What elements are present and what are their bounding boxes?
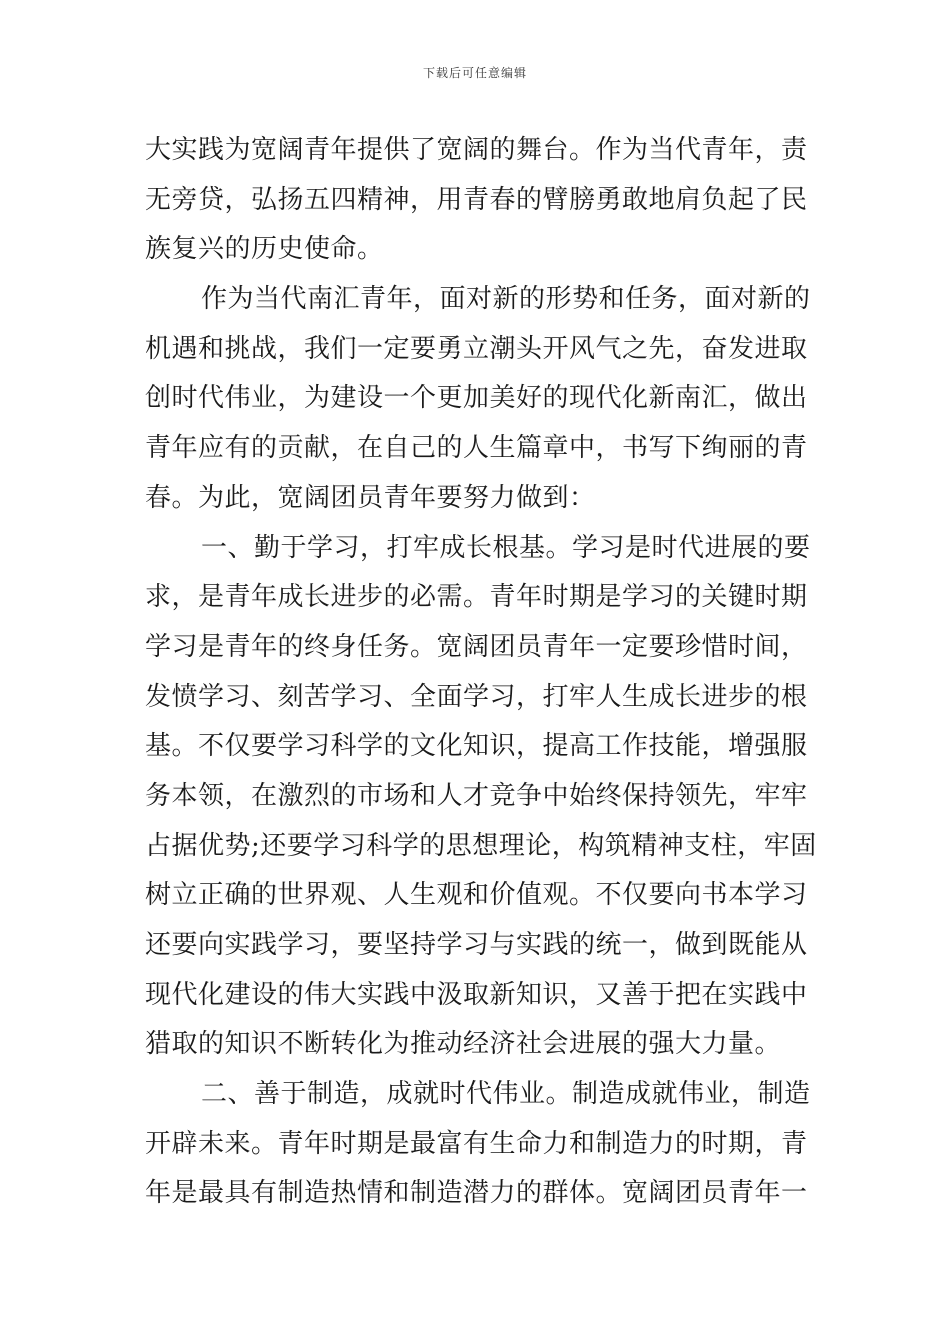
text-line: 青年应有的贡献，在自己的人生篇章中，书写下绚丽的青: [145, 433, 808, 464]
text-line: 年是最具有制造热情和制造潜力的群体。宽阔团员青年一: [145, 1178, 808, 1209]
paragraph-4: [145, 1070, 811, 1219]
text-line: 还要向实践学习，要坚持学习与实践的统一，做到既能从: [145, 930, 808, 960]
text-line: 发愤学习、刻苦学习、全面学习，打牢人生成长进步的根: [145, 681, 808, 712]
text-line: 求，是青年成长进步的必需。青年时期是学习的关键时期: [145, 582, 808, 613]
text-line: 作为当代南汇青年，面对新的形势和任务，面对新的: [201, 284, 811, 315]
text-line: 大实践为宽阔青年提供了宽阔的舞台。作为当代青年，责: [145, 135, 808, 165]
text-line: 无旁贷，弘扬五四精神，用青春的臂膀勇敢地肩负起了民: [145, 184, 808, 215]
text-line: 占据优势;还要学习科学的思想理论，构筑精神支柱，牢固: [145, 830, 817, 861]
text-line: 一、勤于学习，打牢成长根基。学习是时代进展的要: [201, 532, 811, 563]
text-line: 树立正确的世界观、人生观和价值观。不仅要向书本学习: [145, 880, 808, 911]
text-line: 机遇和挑战，我们一定要勇立潮头开风气之先，奋发进取: [145, 333, 808, 364]
text-line: 现代化建设的伟大实践中汲取新知识，又善于把在实践中: [145, 979, 808, 1010]
text-line: 春。为此，宽阔团员青年要努力做到：: [145, 482, 596, 513]
paragraph-3: [145, 524, 817, 1071]
text-line: 学习是青年的终身任务。宽阔团员青年一定要珍惜时间，: [145, 631, 808, 662]
text-line: 猎取的知识不断转化为推动经济社会进展的强大力量。: [145, 1029, 782, 1060]
text-line: 创时代伟业，为建设一个更加美好的现代化新南汇，做出: [145, 383, 808, 414]
text-line: 开辟未来。青年时期是最富有生命力和制造力的时期，青: [145, 1128, 808, 1159]
paragraph-1: [145, 126, 808, 275]
text-line: 务本领，在激烈的市场和人才竞争中始终保持领先，牢牢: [145, 780, 808, 811]
page-header: 下载后可任意编辑: [422, 66, 527, 80]
text-line: 基。不仅要学习科学的文化知识，提高工作技能，增强服: [145, 731, 808, 762]
text-line: 二、善于制造，成就时代伟业。制造成就伟业，制造: [201, 1079, 811, 1110]
document-body: [145, 126, 817, 1219]
text-line: 族复兴的历史使命。: [145, 234, 384, 265]
paragraph-2: [145, 275, 811, 523]
